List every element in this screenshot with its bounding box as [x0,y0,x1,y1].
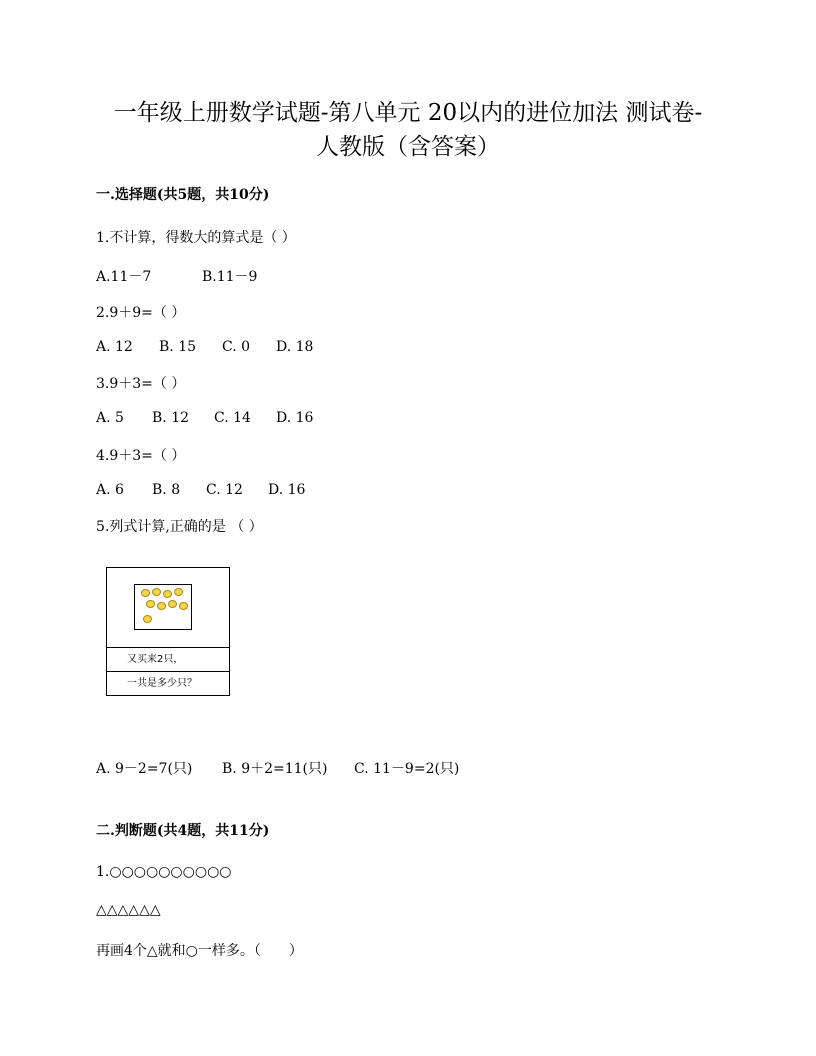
title-line-1: 一年级上册数学试题-第八单元 20以内的进位加法 测试卷- [113,100,703,126]
judge-1-text: 再画4个△就和○一样多。（ ） [96,943,303,959]
question-5-figure [106,567,230,696]
section-2-heading: 二.判断题(共4题，共11分) [96,823,270,839]
option-c: C. 14 [214,410,251,426]
option-b: B. 8 [152,482,181,498]
chicks-picture [134,584,192,630]
option-b: B. 15 [159,339,197,355]
option-c: C. 11－9=2(只) [354,761,460,777]
option-d: D. 16 [276,410,314,426]
option-a: A. 6 [96,482,124,498]
judge-1-circles: 1.○○○○○○○○○○ [96,864,232,880]
figure-row-2: 一共是多少只？ [127,678,197,689]
question-4-stem: 4.9＋3=（ ） [96,448,186,464]
option-b: B.11－9 [202,269,258,285]
title-line-2: 人教版（含答案） [316,134,500,160]
chick-icon [179,602,188,610]
option-a: A. 12 [96,339,133,355]
option-b: B. 12 [152,410,190,426]
question-1-options [96,266,257,286]
question-1-stem: 1.不计算，得数大的算式是（ ） [96,230,296,246]
question-3-options [96,410,313,426]
chick-icon [146,600,155,608]
question-2-options [96,339,313,355]
chick-icon [174,588,183,596]
option-a: A.11－7 [96,269,152,285]
figure-row-1: 又买来2只， [107,648,229,672]
option-a: A. 9－2=7(只) [96,761,193,777]
option-c: C. 12 [206,482,243,498]
chick-icon [152,588,161,596]
chick-icon [143,615,152,623]
option-d: D. 16 [268,482,306,498]
document-title [80,96,736,164]
chick-icon [157,602,166,610]
option-a: A. 5 [96,410,124,426]
option-c: C. 0 [222,339,251,355]
figure-picture-cell [107,568,229,648]
option-b: B. 9＋2=11(只) [222,761,328,777]
question-5-options [96,758,459,778]
chick-icon [141,589,150,597]
question-3-stem: 3.9＋3=（ ） [96,376,186,392]
question-5-stem: 5.列式计算,正确的是 （ ） [96,519,263,535]
question-2-stem: 2.9＋9=（ ） [96,305,186,321]
section-1-heading: 一.选择题(共5题，共10分) [96,187,270,203]
chick-icon [163,590,172,598]
chick-icon [168,600,177,608]
judge-1-triangles: △△△△△△ [96,902,161,918]
option-d: D. 18 [276,339,314,355]
question-4-options [96,482,305,498]
